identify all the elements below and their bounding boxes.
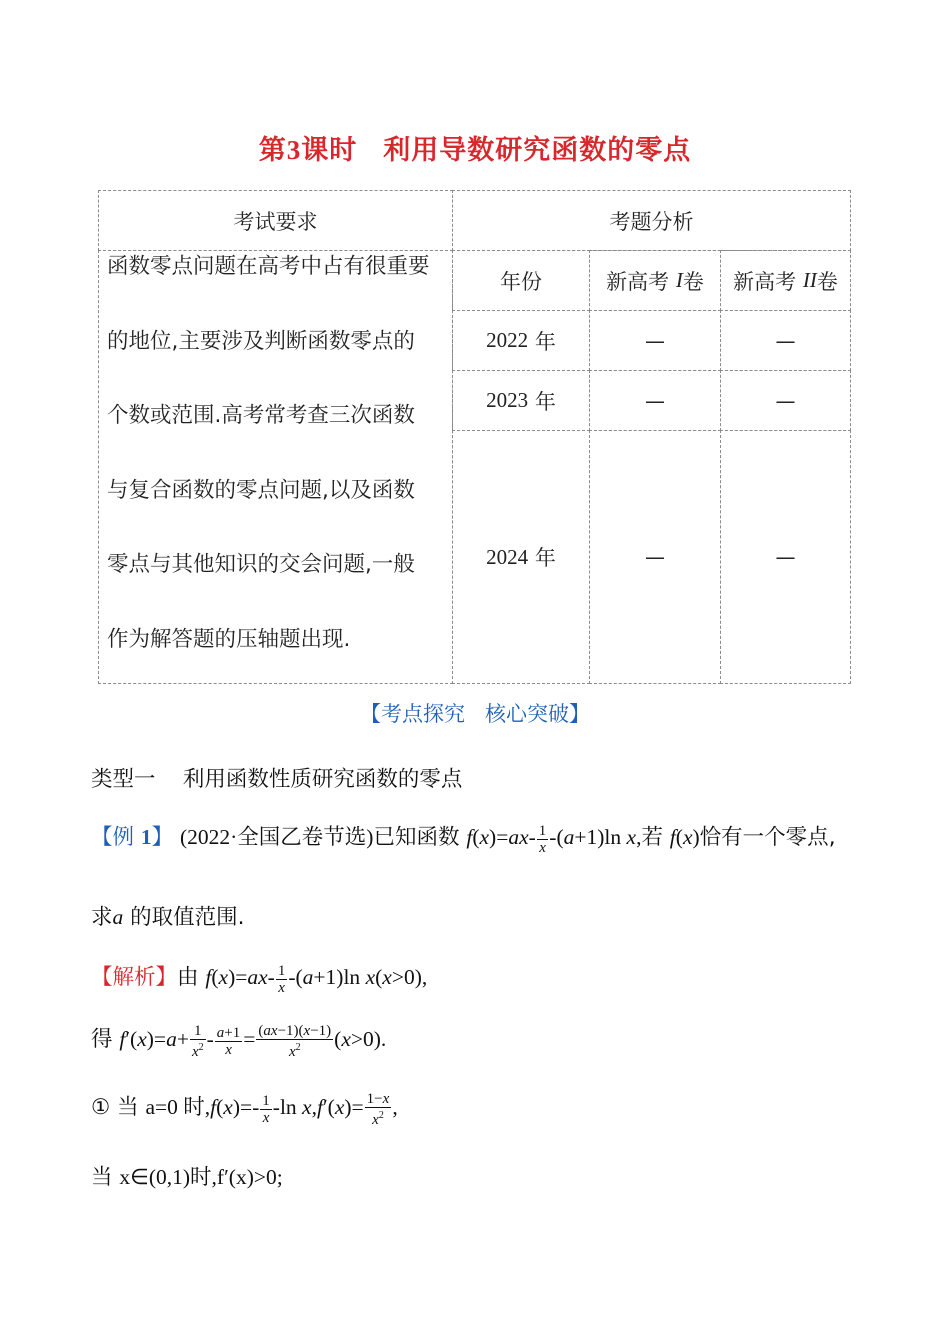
example-1-question: 求a 的取值范围. (91, 905, 245, 930)
header-exam-requirements: 考试要求 (98, 190, 453, 251)
solution-line-3: ① 当 a=0 时,f(x)=- $\frac{1}{x}$ -ln x,f′(x)= $\frac{1-x}{x^2}$ , (91, 1090, 398, 1128)
requirement-text: 函数零点问题在高考中占有很重要 的地位,主要涉及判断函数零点的 个数或范围.高考常考查三次函数 与复合函数的零点问题,以及函数 零点与其他知识的交会问题,一般 作为解答题的压轴题出现. (107, 254, 430, 652)
section-banner: 【考点探究 核心突破】 (360, 702, 590, 726)
solution-line-4: 当 x∈(0,1)时,f′(x)>0; (91, 1165, 283, 1190)
col-year: 年份 (452, 250, 590, 311)
section-heading: 类型一 利用函数性质研究函数的零点 (91, 767, 463, 792)
header-question-analysis: 考题分析 (452, 190, 851, 251)
row-2024-paper-2: — (720, 430, 851, 684)
example-tag: 【例 1】 (91, 825, 174, 850)
row-2023-year: 2023 年 (452, 370, 590, 431)
row-2022-paper-2: — (720, 310, 851, 371)
requirement-cell (98, 250, 453, 684)
row-2024-year: 2024 年 (452, 430, 590, 684)
col-paper-1: 新高考 I 卷 (589, 250, 721, 311)
solution-line-1: 【解析】由 f(x)=ax- $\frac{1}{x}$ -(a+1)ln x(x>0), (91, 962, 428, 996)
row-2022-paper-1: — (589, 310, 721, 371)
page-title: 第3课时 利用导数研究函数的零点 (258, 135, 692, 166)
row-2023-paper-2: — (720, 370, 851, 431)
example-1-statement: 【例 1】 (2022·全国乙卷节选)已知函数 f(x)=ax- $\frac{1}{x}$ -(a+1)ln x,若 f(x)恰有一个零点, (91, 822, 836, 856)
row-2023-paper-1: — (589, 370, 721, 431)
solution-line-2: 得 f′(x)=a+ $\frac{1}{x^2}$ - $\frac{a+1}{x}$ = $\frac{(ax-1)(x-1)}{x^2}$ (x>0). (91, 1022, 387, 1060)
col-paper-2: 新高考 II 卷 (720, 250, 851, 311)
exam-analysis-table (98, 190, 851, 684)
function-definition: f(x)=ax- $\frac{1}{x}$ -(a+1)ln x, (466, 822, 642, 856)
row-2024-paper-1: — (589, 430, 721, 684)
row-2022-year: 2022 年 (452, 310, 590, 371)
